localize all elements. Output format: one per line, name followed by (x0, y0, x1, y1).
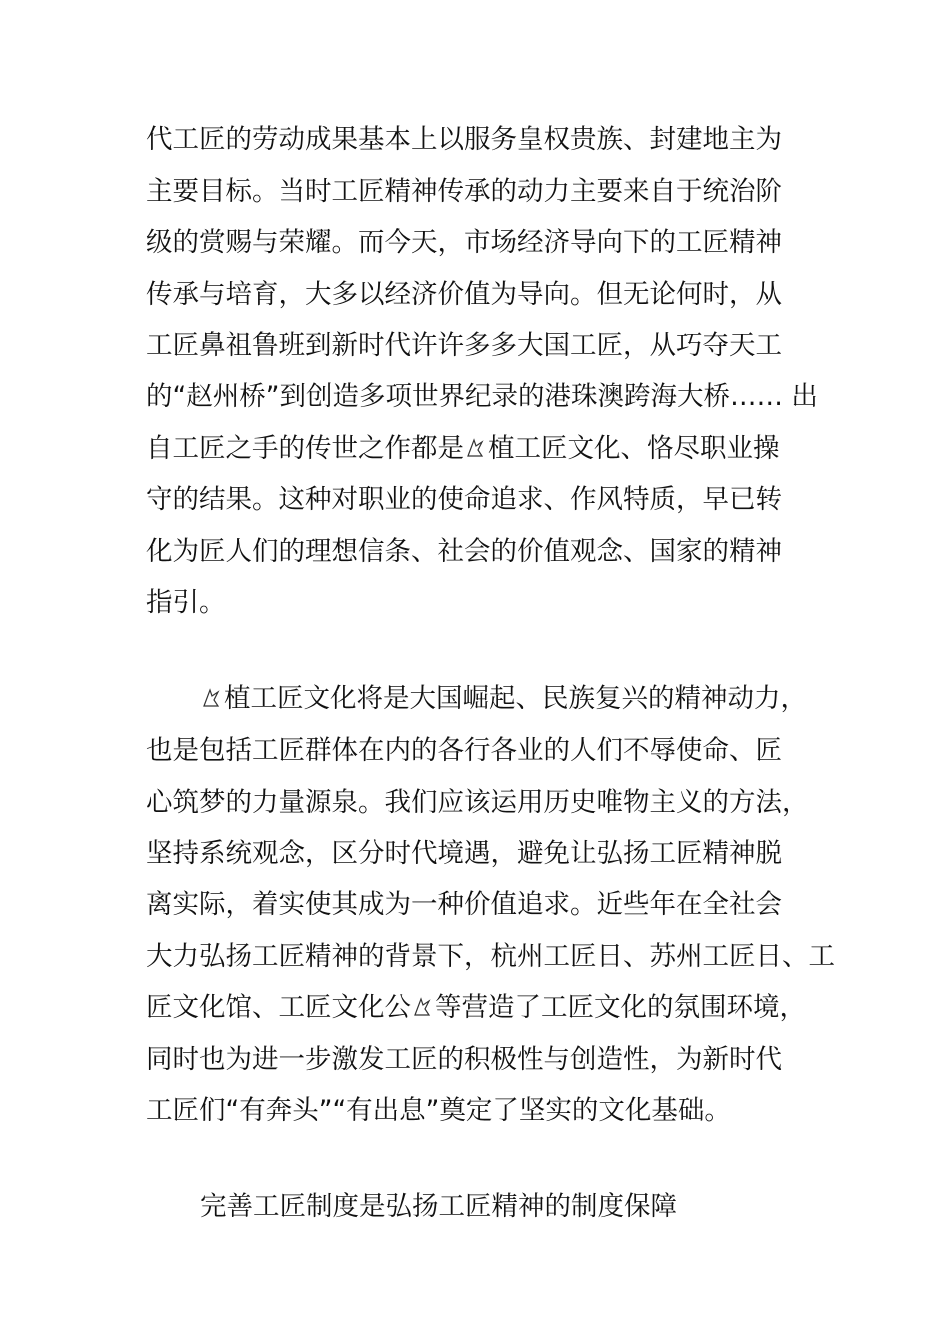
missing-glyph-icon (411, 995, 433, 1019)
line-7-text-a: 自工匠之手的传世之作都是 (146, 433, 464, 464)
paragraph-2-line-6: 大力弘扬工匠精神的背景下，杭州工匠日、苏州工匠日、工 (146, 941, 835, 972)
missing-glyph-icon (200, 686, 222, 710)
paragraph-1-line-3: 级的赏赐与荣耀。而今天，市场经济导向下的工匠精神 (146, 227, 782, 258)
paragraph-1-line-8: 守的结果。这种对职业的使命追求、作风特质，早已转 (146, 484, 782, 515)
line-7-text-b: 等营造了工匠文化的氛围环境， (435, 992, 806, 1023)
paragraph-2-line-5: 离实际，着实使其成为一种价值追求。近些年在全社会 (146, 889, 782, 920)
paragraph-2-line-4: 坚持系统观念，区分时代境遇，避免让弘扬工匠精神脱 (146, 838, 782, 869)
paragraph-1-line-4: 传承与培育，大多以经济价值为导向。但无论何时，从 (146, 279, 782, 310)
section-heading: 完善工匠制度是弘扬工匠精神的制度保障 (200, 1191, 677, 1222)
paragraph-2-line-7 (146, 990, 806, 1026)
paragraph-2-line-8: 同时也为进一步激发工匠的积极性与创造性，为新时代 (146, 1044, 782, 1075)
paragraph-1-line-9: 化为匠人们的理想信条、社会的价值观念、国家的精神 (146, 536, 782, 567)
paragraph-1-line-1: 代工匠的劳动成果基本上以服务皇权贵族、封建地主为 (146, 124, 782, 155)
paragraph-1-line-6: 的“赵州桥”到创造多项世界纪录的港珠澳跨海大桥…… 出 (146, 381, 818, 412)
paragraph-2-line-3: 心筑梦的力量源泉。我们应该运用历史唯物主义的方法， (146, 787, 809, 818)
paragraph-1-line-10: 指引。 (146, 587, 226, 618)
line-7-text-b: 植工匠文化、恪尽职业操 (488, 433, 780, 464)
paragraph-2-line-9: 工匠们“有奔头”“有出息”奠定了坚实的文化基础。 (146, 1095, 731, 1126)
line-7-text-a: 匠文化馆、工匠文化公 (146, 992, 411, 1023)
paragraph-1-line-2: 主要目标。当时工匠精神传承的动力主要来自于统治阶 (146, 176, 782, 207)
paragraph-1-line-7 (146, 431, 780, 467)
paragraph-2-line-1 (200, 681, 807, 717)
line-1-text: 植工匠文化将是大国崛起、民族复兴的精神动力， (224, 683, 807, 714)
paragraph-2-line-2: 也是包括工匠群体在内的各行各业的人们不辱使命、匠 (146, 735, 782, 766)
paragraph-1-line-5: 工匠鼻祖鲁班到新时代许许多多大国工匠，从巧夺天工 (146, 330, 782, 361)
missing-glyph-icon (464, 436, 486, 460)
